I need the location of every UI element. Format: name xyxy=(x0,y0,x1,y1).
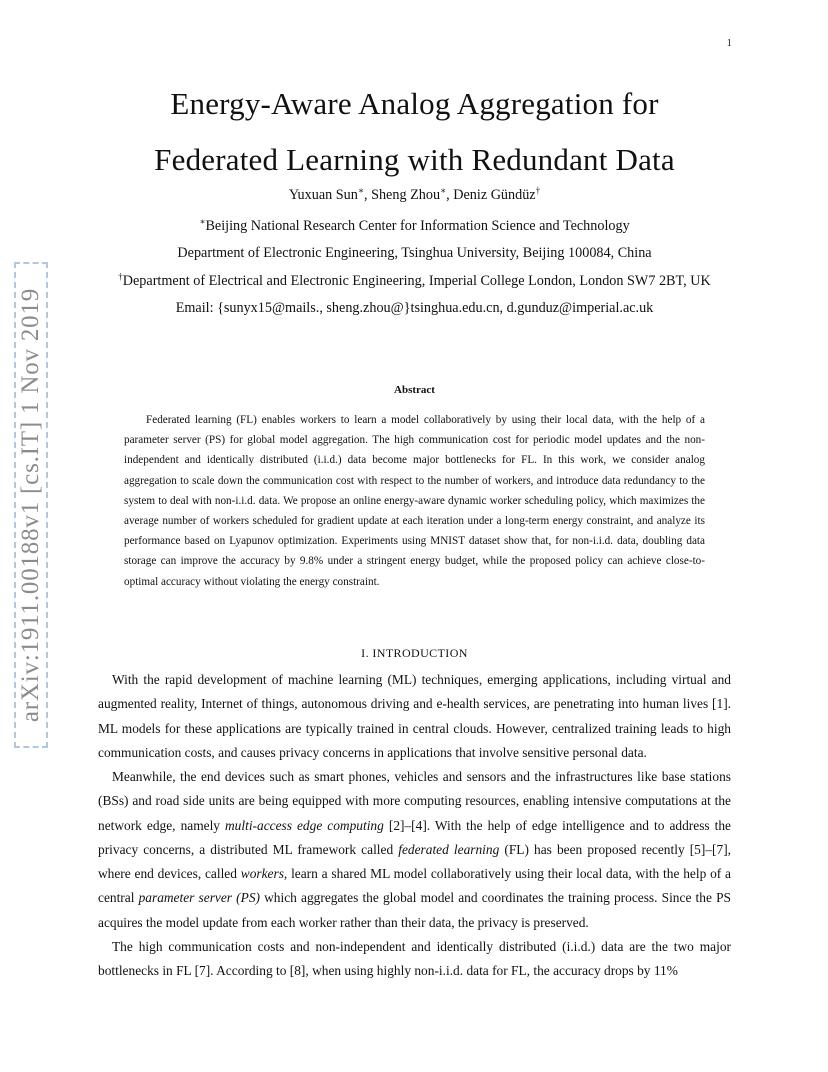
paragraph xyxy=(98,765,731,935)
affiliation-mark: ∗ xyxy=(199,216,206,227)
abstract-heading: Abstract xyxy=(394,384,435,396)
affiliation-mark: ∗ xyxy=(357,185,364,196)
affiliation-line xyxy=(98,245,731,262)
title-line-1: Energy-Aware Analog Aggregation for xyxy=(170,86,659,121)
affiliation-line xyxy=(98,218,731,235)
affiliation-text: Beijing National Research Center for Information Science and Technology xyxy=(205,218,630,234)
paragraph: With the rapid development of machine learning (ML) techniques, emerging applications, including virtual and augmented reality, Internet of things, autonomous driving and e-health services, are penetrating into human lives [1]. ML models for these applications are typically trained in central clouds. However, centralized training leads to high communication costs, and causes privacy concerns in applications that involve sensitive personal data. xyxy=(98,672,731,760)
paragraph-text: which aggregates the global model and coordinates the training process. Since the PS acquires the model update from each worker rather than their data, the privacy is preserved. xyxy=(98,890,731,930)
arxiv-identifier: arXiv:1911.00188v1 [cs.IT] 1 Nov 2019 xyxy=(17,287,44,723)
affiliation-mark: ∗ xyxy=(440,185,447,196)
author-name: Deniz Gündüz xyxy=(453,187,536,203)
affiliation-line xyxy=(98,273,731,290)
title-line-2: Federated Learning with Redundant Data xyxy=(154,142,675,177)
paragraph: The high communication costs and non-independent and identically distributed (i.i.d.) data are the two major bottlenecks in FL [7]. According to [8], when using highly non-i.i.d. data for FL, the accuracy drops by 11% xyxy=(98,939,731,979)
paragraph-text: , learn a shared ML model collaboratively using their local data, with the help of a central xyxy=(98,866,731,906)
author-name: Sheng Zhou xyxy=(371,187,441,203)
paper-title xyxy=(98,76,731,188)
arxiv-stamp xyxy=(14,262,48,748)
author-name: Yuxuan Sun xyxy=(288,187,358,203)
author-list xyxy=(98,187,731,204)
paragraph-text: Meanwhile, the end devices such as smart phones, vehicles and sensors and the infrastructures like base stations (BSs) and road side units are being equipped with more computing resources, enabling intensive computations at the network edge, namely xyxy=(98,769,731,833)
emphasized-term: workers xyxy=(240,866,284,882)
emphasized-term: multi-access edge computing xyxy=(225,817,384,833)
paragraph-text: [2]–[4]. With the help of edge intelligence and to address the privacy concerns, a distributed ML framework called xyxy=(98,817,732,857)
page-number: 1 xyxy=(726,38,732,49)
paragraph-text: (FL) has been proposed recently [5]–[7], where end devices, called xyxy=(98,841,731,882)
emphasized-term: parameter server (PS) xyxy=(138,890,260,906)
affiliation-mark: † xyxy=(535,185,541,196)
affiliation-text: Department of Electrical and Electronic Engineering, Imperial College London, London SW7 2BT, UK xyxy=(122,273,711,289)
email-line: Email: {sunyx15@mails., sheng.zhou@}tsinghua.edu.cn, d.gunduz@imperial.ac.uk xyxy=(175,300,654,316)
affiliation-text: Department of Electronic Engineering, Tsinghua University, Beijing 100084, China xyxy=(177,245,652,261)
affiliation-mark: † xyxy=(118,271,123,282)
emphasized-term: federated learning xyxy=(398,841,500,857)
section-heading: I. INTRODUCTION xyxy=(361,646,468,660)
author-separator: , xyxy=(363,187,372,203)
abstract-text: Federated learning (FL) enables workers to learn a model collaboratively by using their local data, with the help of a parameter server (PS) for global model aggregation. The high communication cost for periodic model updates and the non-independent and identically distributed (i.i.d.) data become major bottlenecks for FL. In this work, we consider analog aggregation to scale down the communication cost with respect to the number of workers, and introduce data redundancy to the system to deal with non-i.i.d. data. We propose an online energy-aware dynamic worker scheduling policy, which maximizes the average number of workers scheduled for gradient update at each iteration under a long-term energy constraint, and analyze its performance based on Lyapunov optimization. Experiments using MNIST dataset show that, for non-i.i.d. data, doubling data storage can improve the accuracy by 9.8% under a stringent energy budget, while the proposed policy can achieve close-to-optimal accuracy without violating the energy constraint. xyxy=(124,414,705,588)
author-separator: , xyxy=(446,187,454,203)
